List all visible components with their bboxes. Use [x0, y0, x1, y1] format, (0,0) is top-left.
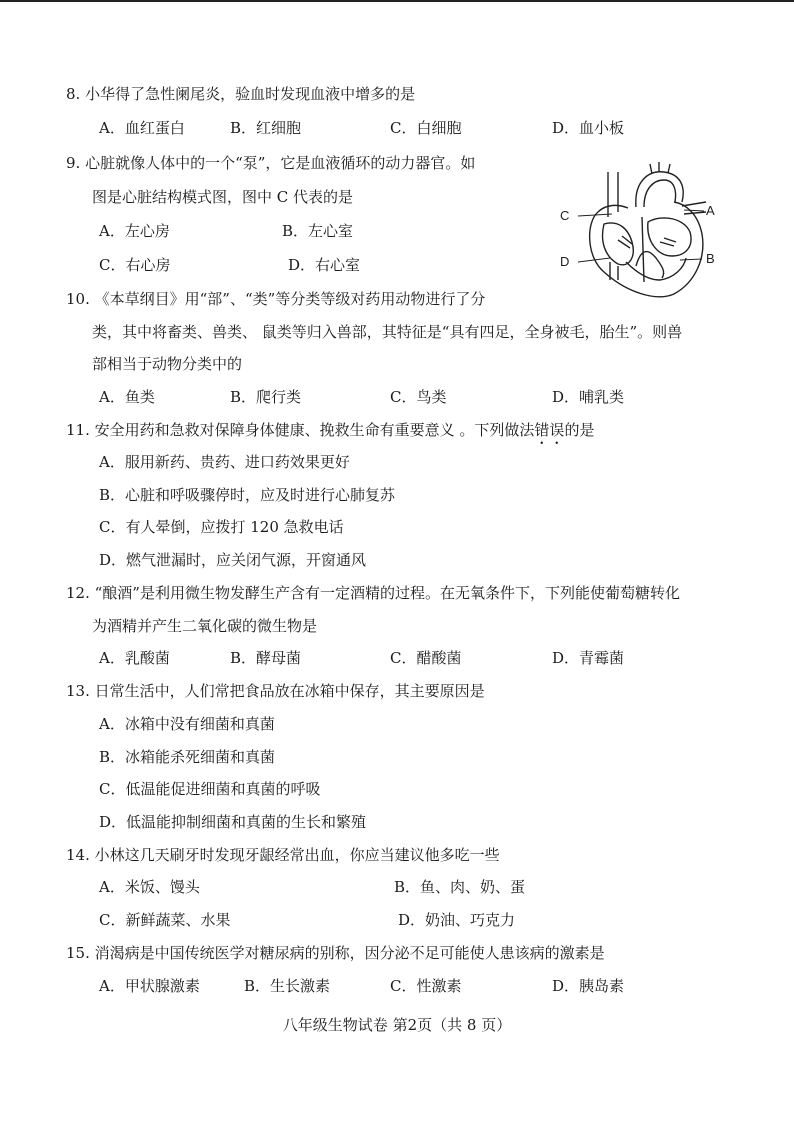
- q8-option-b[interactable]: B．红细胞: [230, 119, 302, 137]
- q14-option-c[interactable]: C．新鲜蔬菜、水果: [99, 911, 231, 929]
- question-11-stem: 11. 安全用药和急救对保障身体健康、挽救生命有重要意义 。下列做法错误的是: [66, 421, 595, 439]
- q10-option-c[interactable]: C．鸟类: [390, 388, 447, 406]
- q12-option-d[interactable]: D．青霉菌: [552, 649, 625, 667]
- q14-option-d[interactable]: D．奶油、巧克力: [398, 911, 516, 929]
- q15-option-b[interactable]: B．生长激素: [244, 977, 331, 995]
- q10-option-a[interactable]: A．鱼类: [99, 388, 155, 406]
- question-9-stem-line2: 图是心脏结构模式图，图中 C 代表的是: [92, 188, 354, 206]
- q8-option-a[interactable]: A．血红蛋白: [99, 119, 185, 137]
- q9-option-b[interactable]: B．左心室: [282, 222, 354, 240]
- q10-option-b[interactable]: B．爬行类: [230, 388, 302, 406]
- q11-option-a[interactable]: A．服用新药、贵药、进口药效果更好: [99, 453, 350, 471]
- question-13-stem: 13. 日常生活中，人们常把食品放在冰箱中保存，其主要原因是: [66, 682, 485, 700]
- q8-option-d[interactable]: D．血小板: [552, 119, 625, 137]
- diagram-label-d: D: [560, 254, 570, 269]
- question-8-stem: 8. 小华得了急性阑尾炎，验血时发现血液中增多的是: [66, 85, 416, 103]
- q11-option-d[interactable]: D．燃气泄漏时，应关闭气源，开窗通风: [99, 551, 367, 569]
- q13-option-b[interactable]: B．冰箱能杀死细菌和真菌: [99, 748, 276, 766]
- q11-option-b[interactable]: B．心脏和呼吸骤停时，应及时进行心肺复苏: [99, 486, 396, 504]
- q15-option-c[interactable]: C．性激素: [390, 977, 462, 995]
- top-border: [0, 0, 794, 2]
- heart-outline-icon: [590, 162, 706, 297]
- question-12-stem-line2: 为酒精并产生二氧化碳的微生物是: [92, 617, 318, 635]
- question-9-stem-line1: 9. 心脏就像人体中的一个“泵”，它是血液循环的动力器官。如: [66, 154, 476, 172]
- q11-option-c[interactable]: C．有人晕倒，应拨打 120 急救电话: [99, 518, 344, 536]
- q12-option-b[interactable]: B．酵母菌: [230, 649, 302, 667]
- q12-option-c[interactable]: C．醋酸菌: [390, 649, 462, 667]
- q13-option-a[interactable]: A．冰箱中没有细菌和真菌: [99, 715, 275, 733]
- q15-option-a[interactable]: A．甲状腺激素: [99, 977, 200, 995]
- heart-structure-diagram: [556, 162, 736, 312]
- diagram-label-a: A: [706, 203, 715, 218]
- q14-option-a[interactable]: A．米饭、馒头: [99, 878, 200, 896]
- diagram-label-c: C: [560, 208, 570, 223]
- emphasis-word: 错误: [534, 421, 565, 439]
- q9-option-d[interactable]: D．右心室: [288, 256, 361, 274]
- q9-option-c[interactable]: C．右心房: [99, 256, 171, 274]
- q13-option-c[interactable]: C．低温能促进细菌和真菌的呼吸: [99, 780, 321, 798]
- q14-option-b[interactable]: B．鱼、肉、奶、蛋: [394, 878, 526, 896]
- q12-option-a[interactable]: A．乳酸菌: [99, 649, 170, 667]
- question-10-stem-line3: 部相当于动物分类中的: [92, 355, 243, 373]
- q13-option-d[interactable]: D．低温能抑制细菌和真菌的生长和繁殖: [99, 813, 367, 831]
- q9-option-a[interactable]: A．左心房: [99, 222, 170, 240]
- q8-option-c[interactable]: C．白细胞: [390, 119, 462, 137]
- question-14-stem: 14. 小林这几天刷牙时发现牙龈经常出血，你应当建议他多吃一些: [66, 846, 500, 864]
- diagram-label-b: B: [706, 251, 715, 266]
- question-10-stem-line1: 10. 《本草纲目》用“部”、“类”等分类等级对药用动物进行了分: [66, 290, 486, 308]
- q15-option-d[interactable]: D．胰岛素: [552, 977, 625, 995]
- page-footer: 八年级生物试卷 第2页（共 8 页）: [282, 1016, 512, 1034]
- question-10-stem-line2: 类，其中将畜类、兽类、 鼠类等归入兽部，其特征是“具有四足，全身被毛，胎生”。则兽: [92, 323, 683, 341]
- q10-option-d[interactable]: D．哺乳类: [552, 388, 625, 406]
- question-15-stem: 15. 消渴病是中国传统医学对糖尿病的别称，因分泌不足可能使人患该病的激素是: [66, 944, 605, 962]
- question-12-stem-line1: 12. “酿酒”是利用微生物发酵生产含有一定酒精的过程。在无氧条件下，下列能使葡萄糖转化: [66, 584, 680, 602]
